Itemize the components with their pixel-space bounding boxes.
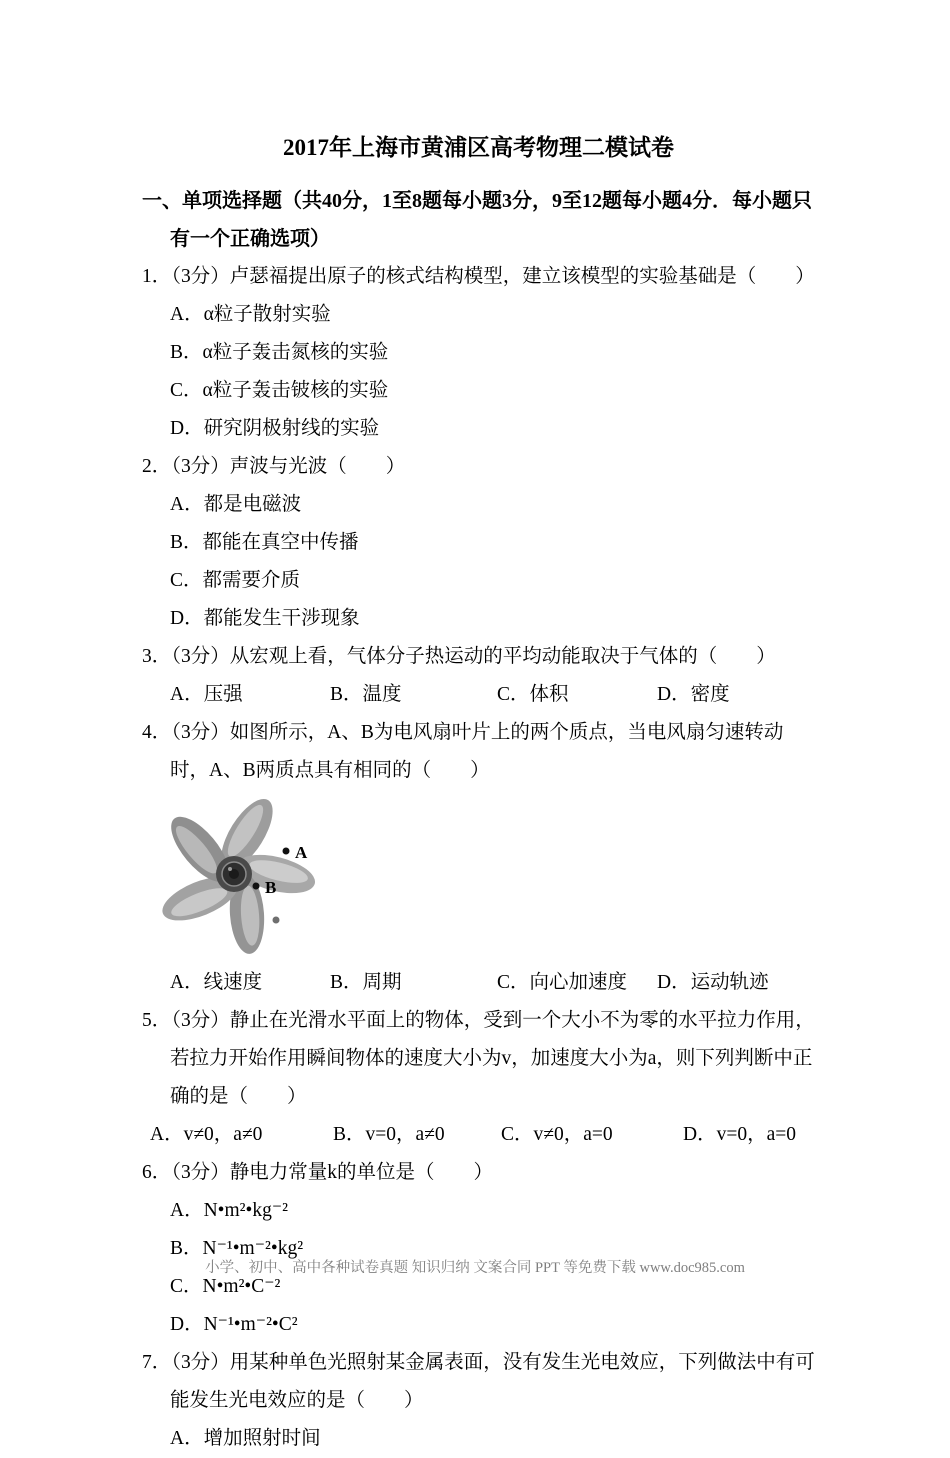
option: B．周期: [330, 972, 402, 993]
point-b-label: B: [265, 878, 277, 897]
question-1-options: [170, 296, 815, 448]
option: D．v=0，a=0: [683, 1124, 796, 1145]
fan-figure: [134, 794, 434, 962]
option: D．运动轨迹: [657, 972, 769, 993]
option: B．α粒子轰击氮核的实验: [170, 342, 389, 363]
option: B．v=0，a≠0: [333, 1124, 445, 1145]
option: A．增加照射时间: [170, 1428, 321, 1449]
option: A．线速度: [170, 972, 263, 993]
option: C．v≠0，a=0: [501, 1124, 613, 1145]
fan-image: [134, 794, 434, 962]
footer-link[interactable]: www.doc985.com: [639, 1260, 745, 1276]
option: D．密度: [657, 684, 730, 705]
question-7-options: [170, 1420, 815, 1458]
option: C．N•m²•C⁻²: [170, 1276, 281, 1297]
section-header: 一、单项选择题（共40分，1至8题每小题3分，9至12题每小题4分．每小题只有一个正确选项）: [142, 190, 812, 250]
option: B．温度: [330, 684, 402, 705]
option: B．都能在真空中传播: [170, 532, 359, 553]
option: A．N•m²•kg⁻²: [170, 1200, 288, 1221]
page-footer: [0, 1258, 950, 1278]
question-7-stem: 7．（3分）用某种单色光照射某金属表面，没有发生光电效应，下列做法中有可能发生光电效应的是（ ）: [142, 1352, 815, 1411]
page-title: 2017年上海市黄浦区高考物理二模试卷: [283, 135, 674, 160]
option: C．都需要介质: [170, 570, 301, 591]
question-3-stem: 3．（3分）从宏观上看，气体分子热运动的平均动能取决于气体的（ ）: [142, 646, 776, 667]
question-5-stem: 5．（3分）静止在光滑水平面上的物体，受到一个大小不为零的水平拉力作用，若拉力开始作用瞬间物体的速度大小为v，加速度大小为a，则下列判断中正确的是（ ）: [142, 1010, 815, 1107]
option: A．压强: [170, 684, 243, 705]
option: C．向心加速度: [497, 972, 628, 993]
question-2-options: [170, 486, 815, 638]
option: A．α粒子散射实验: [170, 304, 331, 325]
question-4-stem: 4．（3分）如图所示，A、B为电风扇叶片上的两个质点，当电风扇匀速转动时，A、B两质点具有相同的（ ）: [142, 722, 784, 781]
option: D．研究阴极射线的实验: [170, 418, 380, 439]
option: D．都能发生干涉现象: [170, 608, 360, 629]
point-a-label: A: [295, 843, 308, 862]
option: C．体积: [497, 684, 569, 705]
point-a-dot: [283, 848, 290, 855]
option: B．N⁻¹•m⁻²•kg²: [170, 1238, 304, 1259]
option: A．都是电磁波: [170, 494, 302, 515]
question-1-stem: 1．（3分）卢瑟福提出原子的核式结构模型，建立该模型的实验基础是（ ）: [142, 266, 815, 287]
question-2-stem: 2．（3分）声波与光波（ ）: [142, 456, 406, 477]
option: C．α粒子轰击铍核的实验: [170, 380, 389, 401]
question-6-stem: 6．（3分）静电力常量k的单位是（ ）: [142, 1162, 494, 1183]
question-3-options: [170, 676, 815, 714]
option: A．v≠0，a≠0: [150, 1124, 263, 1145]
option: D．N⁻¹•m⁻²•C²: [170, 1314, 298, 1335]
point-b-dot: [253, 883, 260, 890]
question-4-options: [170, 964, 815, 1002]
question-5-options: [150, 1116, 815, 1154]
footer-text: 小学、初中、高中各种试卷真题 知识归纳 文案合同 PPT 等免费下载: [205, 1260, 636, 1276]
